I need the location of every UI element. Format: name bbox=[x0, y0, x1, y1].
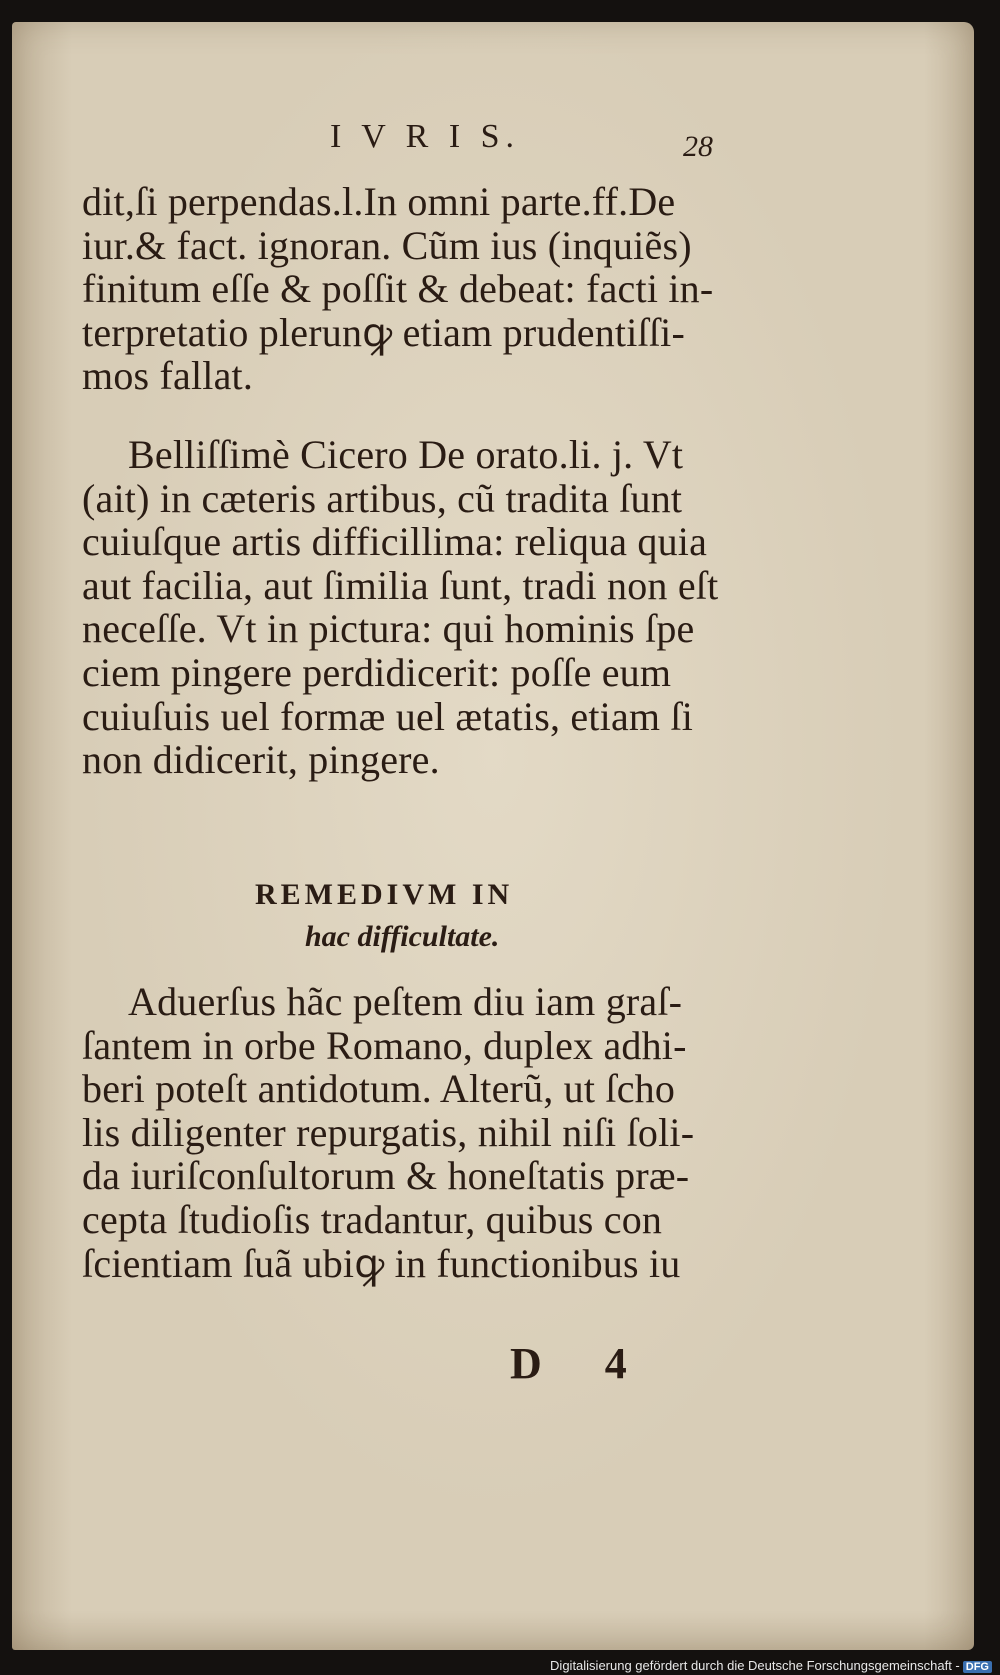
paragraph-3 bbox=[82, 980, 762, 1285]
section-subheading: hac difficultate. bbox=[305, 920, 500, 953]
folio-number: 28 bbox=[683, 130, 713, 163]
text-line: mos fallat. bbox=[82, 353, 254, 399]
text-line: iur.& fact. ignoran. Cũm ius (inquiẽs) bbox=[82, 222, 692, 268]
section-heading: REMEDIVM IN bbox=[255, 878, 514, 911]
dfg-logo-icon: DFG bbox=[963, 1661, 992, 1673]
signature-mark: D 4 bbox=[510, 1339, 653, 1388]
text-line: aut facilia, aut ſimilia ſunt, tradi non eſt bbox=[82, 562, 719, 608]
text-line: non didicerit, pingere. bbox=[82, 737, 440, 783]
text-line: da iuriſconſultorum & honeſtatis præ- bbox=[82, 1153, 690, 1199]
text-line: ſantem in orbe Romano, duplex adhi- bbox=[82, 1022, 687, 1068]
text-line: finitum eſſe & poſſit & debeat: facti in- bbox=[82, 266, 714, 312]
digitization-credit bbox=[550, 1658, 992, 1673]
credit-text: Digitalisierung gefördert durch die Deutsche Forschungsgemeinschaft - bbox=[550, 1658, 960, 1673]
text-line: cepta ſtudioſis tradantur, quibus con bbox=[82, 1196, 663, 1242]
text-line: terpretatio plerunꝙ etiam prudentiſſi- bbox=[82, 309, 685, 355]
text-line: (ait) in cæteris artibus, cũ tradita ſunt bbox=[82, 475, 683, 521]
paragraph-2 bbox=[82, 433, 762, 782]
text-line: cuiuſuis uel formæ uel ætatis, etiam ſi bbox=[82, 693, 694, 739]
text-line: Belliſſimè Cicero De orato.li. j. Vt bbox=[128, 432, 684, 477]
text-line: lis diligenter repurgatis, nihil niſi ſoli- bbox=[82, 1109, 695, 1155]
text-line: dit,ſi perpendas.l.In omni parte.ff.De bbox=[82, 179, 676, 224]
text-line: ciem pingere perdidicerit: poſſe eum bbox=[82, 649, 672, 695]
text-line: beri poteſt antidotum. Alterũ, ut ſcho bbox=[82, 1066, 676, 1112]
text-line: neceſſe. Vt in pictura: qui hominis ſpe bbox=[82, 606, 695, 652]
text-line: cuiuſque artis difficillima: reliqua quia bbox=[82, 519, 708, 565]
running-head: I V R I S. bbox=[330, 118, 521, 155]
text-line: Aduerſus hãc peſtem diu iam graſ- bbox=[128, 979, 683, 1024]
text-line: ſcientiam ſuã ubiꝙ in functionibus iu bbox=[82, 1240, 681, 1286]
paragraph-1 bbox=[82, 180, 762, 398]
